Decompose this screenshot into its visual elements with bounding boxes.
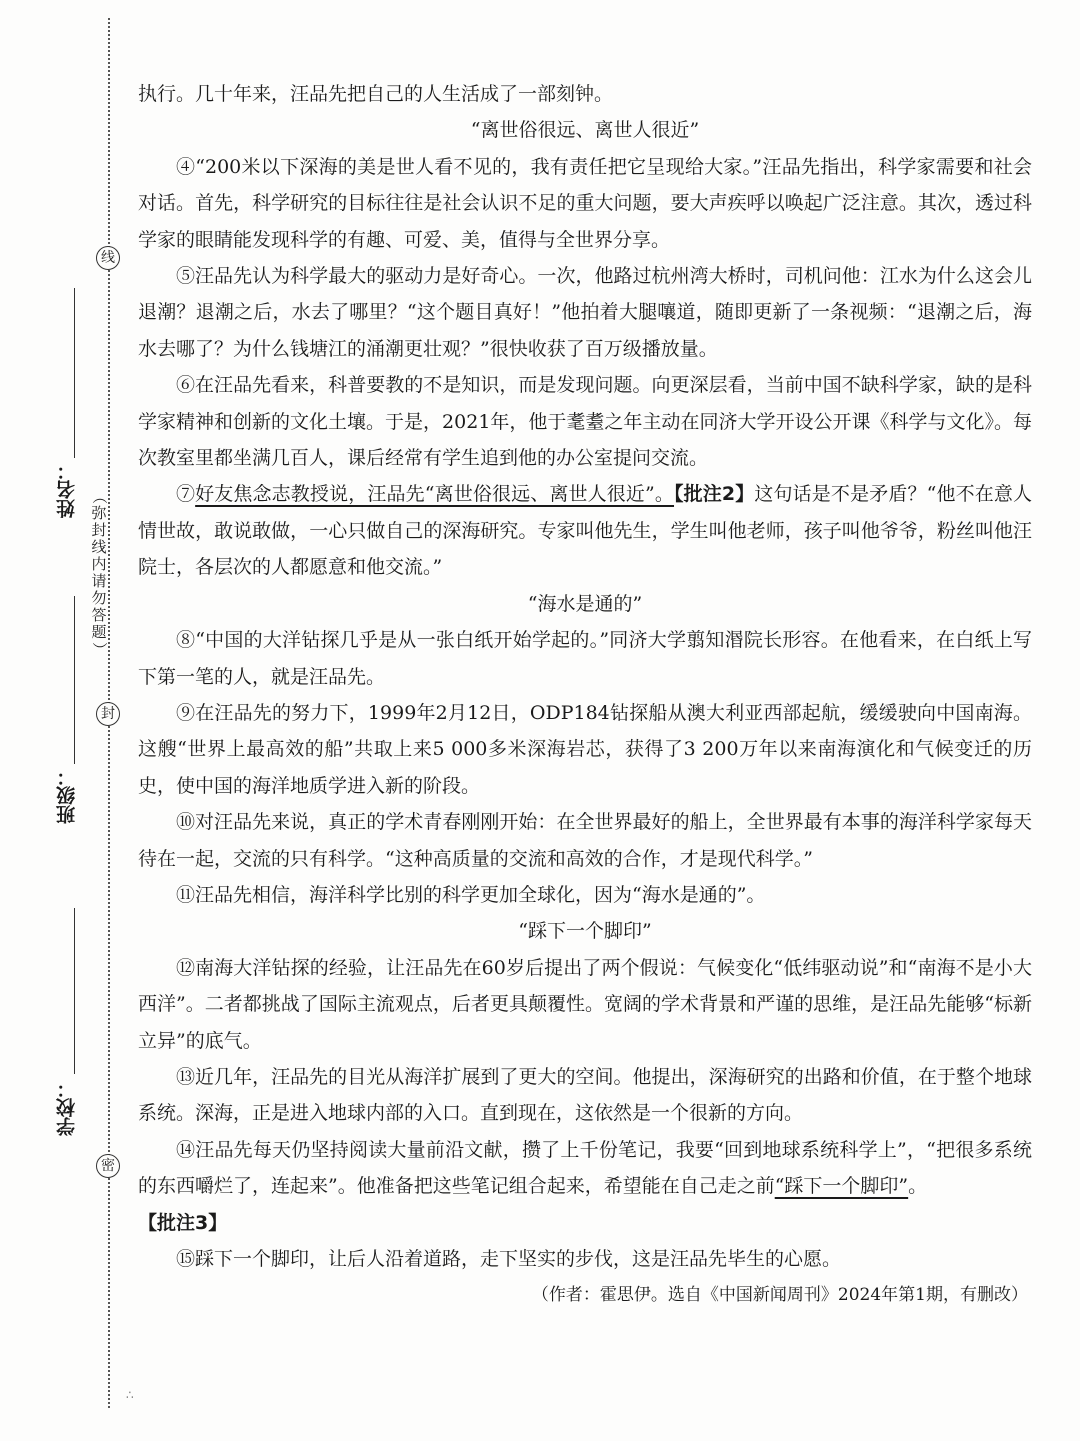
paragraph-7-rest: 这句话是不是矛盾？“他不在意人情世故，敢说敢做，一心只做自己的深海研究。专家叫他先生，学生叫他老师，孩子叫他爷爷，粉丝叫他汪院士，各层次的人都愿意和他交流。” (138, 483, 1032, 579)
seal-mark-xian: 线 (96, 246, 120, 270)
paragraph-13: ⑬近几年，汪品先的目光从海洋扩展到了更大的空间。他提出，深海研究的出路和价值，在于整个地球系统。深海，正是进入地球内部的入口。直到现在，这依然是一个很新的方向。 (138, 1065, 1032, 1125)
seal-mark-mi: 密 (96, 1154, 120, 1178)
class-field-line[interactable] (74, 596, 75, 764)
class-label: 班级： (56, 767, 78, 825)
paragraph-14-end: 。 (908, 1175, 928, 1198)
annotated-sentence-2: 好友焦念志教授说，汪品先“离世俗很远、离世人很近”。 (195, 483, 675, 506)
paragraph-11: ⑪汪品先相信，海洋科学比别的科学更加全球化，因为“海水是通的”。 (176, 883, 766, 906)
paragraph-10: ⑩对汪品先来说，真正的学术青春刚刚开始：在全世界最好的船上，全世界最有本事的海洋科学家每天待在一起，交流的只有科学。“这种高质量的交流和高效的合作，才是现代科学。” (138, 811, 1032, 870)
paragraph-7 (138, 476, 1032, 585)
article-body (138, 76, 1032, 1314)
section-heading-3: “踩下一个脚印” (518, 920, 652, 943)
stray-mark: ∴ (126, 1388, 134, 1402)
paragraph-12: ⑫南海大洋钻探的经验，让汪品先在60岁后提出了两个假说：气候变化“低纬驱动说”和“南海不是小大西洋”。二者都挑战了国际主流观点，后者更具颠覆性。宽阔的学术背景和严谨的思维，是汪品先能够“标新立异”的底气。 (138, 956, 1032, 1052)
paragraph-7-number: ⑦ (176, 483, 196, 506)
binding-margin (0, 0, 134, 1441)
paragraph-intro: 执行。几十年来，汪品先把自己的人生活成了一部刻钟。 (138, 83, 614, 105)
paragraph-9: ⑨在汪品先的努力下，1999年2月12日，ODP184钻探船从澳大利亚西部起航，缓缓驶向中国南海。这艘“世界上最高效的船”共取上来5 000多米深海岩芯，获得了3 200万年以来南海演化和气候变迁的历史，使中国的海洋地质学进入新的阶段。 (138, 701, 1032, 797)
annotated-phrase-3: “踩下一个脚印” (774, 1175, 909, 1198)
paragraph-6: ⑥在汪品先看来，科普要教的不是知识，而是发现问题。向更深层看，当前中国不缺科学家，缺的是科学家精神和创新的文化土壤。于是，2021年，他于耄耋之年主动在同济大学开设公开课《科学与文化》。每次教室里都坐满几百人，课后经常有学生追到他的办公室提问交流。 (138, 374, 1032, 470)
school-label: 学校： (56, 1079, 78, 1137)
name-field-line[interactable] (74, 288, 75, 458)
paragraph-15: ⑮踩下一个脚印，让后人沿着道路，走下坚实的步伐，这是汪品先毕生的心愿。 (176, 1248, 842, 1270)
paragraph-4: ④“200米以下深海的美是世人看不见的，我有责任把它呈现给大家。”汪品先指出，科学家需要和社会对话。首先，科学研究的目标往往是社会认识不足的重大问题，要大声疾呼以唤起广泛注意。其次，透过科学家的眼睛能发现科学的有趣、可爱、美，值得与全世界分享。 (138, 155, 1032, 251)
paragraph-14 (138, 1132, 1032, 1205)
source-citation: （作者：霍思伊。选自《中国新闻周刊》2024年第1期，有删改） (531, 1285, 1028, 1306)
annotation-tag-3: 【批注3】 (138, 1211, 228, 1234)
paragraph-5: ⑤汪品先认为科学最大的驱动力是好奇心。一次，他路过杭州湾大桥时，司机问他：江水为什么这会儿退潮？退潮之后，水去了哪里？“这个题目真好！”他拍着大腿嚷道，随即更新了一条视频：“退潮之后，海水去哪了？为什么钱塘江的涌潮更壮观？”很快收获了百万级播放量。 (138, 265, 1032, 360)
annotation-tag-2: 【批注2】 (674, 483, 755, 506)
name-label: 姓名： (56, 461, 78, 519)
seal-line-note: （ 弥 封 线 内 请 勿 答 题 ） (90, 488, 109, 657)
paragraph-14-main: ⑭汪品先每天仍坚持阅读大量前沿文献，攒了上千份笔记，我要“回到地球系统科学上”，“把很多系统的东西嚼烂了，连起来”。他准备把这些笔记组合起来，希望能在自己走之前 (138, 1138, 1032, 1198)
seal-mark-feng: 封 (96, 702, 120, 726)
school-field-line[interactable] (74, 908, 75, 1074)
section-heading-2: “海水是通的” (527, 592, 643, 615)
section-heading-1: “离世俗很远、离世人很近” (470, 119, 700, 142)
paragraph-8: ⑧“中国的大洋钻探几乎是从一张白纸开始学起的。”同济大学翦知湣院长形容。在他看来，在白纸上写下第一笔的人，就是汪品先。 (138, 629, 1032, 688)
